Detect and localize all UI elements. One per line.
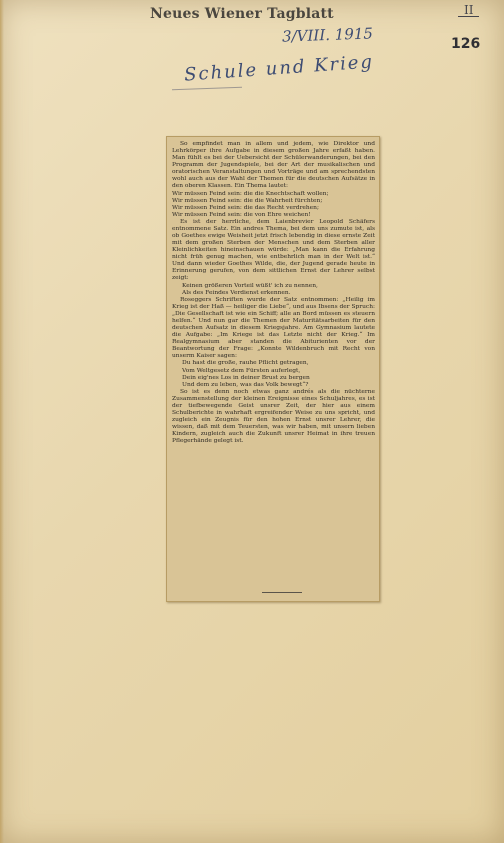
clipping-paragraph: Und dem zu leben, was das Volk bewegt“?	[182, 381, 309, 388]
newspaper-clipping	[166, 136, 380, 602]
pencil-underline	[172, 87, 242, 90]
clipping-paragraph: Als des Feindes Verdienst erkennen.	[182, 289, 291, 296]
clipping-paragraph: Es ist der herrliche, dem Laienbrevier Leopold Schäfers entnommene Satz. Ein andres Thema, bei dem uns zumute ist, als ob Goethes ewige Weisheit jetzt frisch lebendig in diese ernste Zeit mit dem großen Sterben der Menschen und dem Sterben aller Kleinlichkeiten hineinschauen würde: „Man kann die Erfahrung nicht früh genug machen, wie entbehrlich man in der Welt ist.“ Und dann wieder Goethes Wilde, die, der Jugend gerade heute in Erinnerung gerufen, von dem sittlichen Ernst der Lehrer selbst zeigt:	[172, 218, 375, 282]
end-rule	[262, 592, 302, 593]
clipping-paragraph: Vom Weltgesetz dem Fürsten auferlegt,	[182, 367, 301, 374]
clipping-paragraph: Wir müssen Feind sein: die die Knechtschaft wollen;	[172, 190, 329, 197]
clipping-paragraph: Du hast die große, rauhe Pflicht getragen,	[182, 360, 309, 367]
clipping-paragraph: Wir müssen Feind sein: die die Wahrheit fürchten;	[172, 197, 323, 204]
clipping-paragraph: Roseggers Schriften wurde der Satz entnommen: „Heilig im Krieg ist der Haß — heiliger die Liebe“, und aus Ibsens der Spruch: „Die Gesellschaft ist wie ein Schiff; alle an Bord müssen es steuern helfen.“ Und nun gar die Themen der Maturitätsarbeiten für den deutschen Aufsatz in diesem Kriegsjahre. Am Gymnasium lautete die Aufgabe: „Im Kriege ist das Letzte nicht der Krieg.“ Im Realgymnasium aber standen die Abiturienten vor der Beantwortung der Frage: „Konnte Wildenbruch mit Recht von unserm Kaiser sagen:	[172, 296, 375, 360]
clipping-paragraph: Keinen größeren Vorteil wüßt' ich zu nennen,	[182, 282, 318, 289]
clipping-text	[172, 141, 375, 445]
page-number: 126	[451, 36, 481, 52]
clipping-paragraph: Dein eig'nes Los in deiner Brust zu bergen	[182, 374, 310, 381]
clipping-paragraph: So ist es denn noch etwas ganz andrés als die nüchterne Zusammenstellung der kleinen Ereignisse eines Schuljahres, es ist der tiefbewegende Geist unsrer Zeit, der hier aus einem Schulberichte in wahrhaft ergreifender Weise zu uns spricht, und zugleich ein Zeugnis für den hohen Ernst unsrer Lehrer, die wissen, daß mit dem Teuersten, was wir haben, mit unsern lieben Kindern, zugleich auch die Zukunft unsrer Heimat in ihre treuen Pflegerhände gelegt ist.	[172, 388, 375, 445]
clipping-paragraph: Wir müssen Feind sein: die von Ehre weichen!	[172, 211, 311, 218]
handwritten-date: 3/VIII. 1915	[281, 24, 374, 46]
clipping-paragraph: So empfindet man in allem und jedem, wie Direktor und Lehrkörper ihre Aufgabe in diesem großen Jahre erfaßt haben. Man fühlt es bei der Uebersicht der Schülerwanderungen, bei den Programm der Jugendspiele, bei der Art der musikalischen und oratorischen Veranstaltungen und Vorträge und am sprechendsten wohl auch aus der Wahl der Themen für die deutschen Aufsätze in den oberen Klassen. Ein Thema lautet:	[172, 141, 375, 190]
clipping-paragraph: Wir müssen Feind sein: die das Recht verdrehen;	[172, 204, 319, 211]
newspaper-masthead: Neues Wiener Tagblatt	[150, 6, 334, 22]
handwritten-title: Schule und Krieg	[183, 51, 375, 86]
corner-mark: II	[458, 4, 479, 17]
